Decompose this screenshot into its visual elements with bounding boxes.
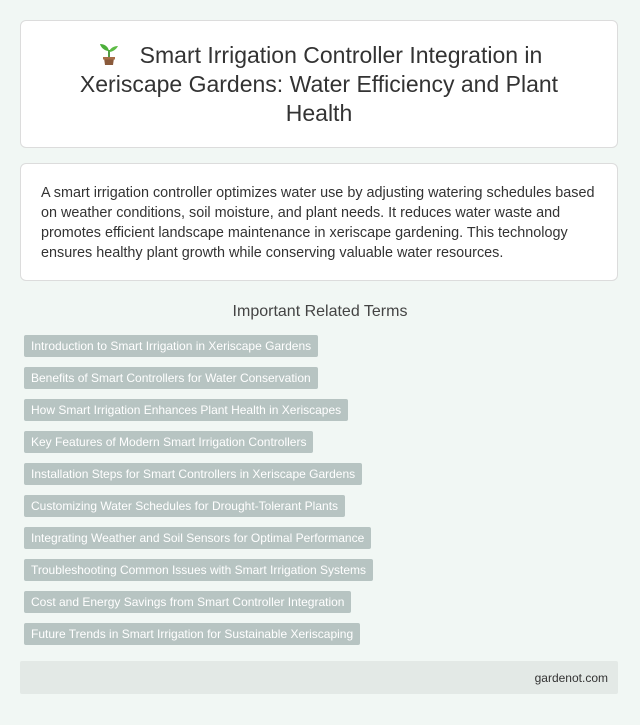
term-tag[interactable]: How Smart Irrigation Enhances Plant Health in Xeriscapes bbox=[24, 399, 348, 421]
title-card bbox=[20, 20, 618, 148]
term-tag[interactable]: Introduction to Smart Irrigation in Xeriscape Gardens bbox=[24, 335, 318, 357]
footer-site-link[interactable]: gardenot.com bbox=[534, 670, 608, 685]
description-card bbox=[20, 163, 618, 281]
term-tag[interactable]: Installation Steps for Smart Controllers in Xeriscape Gardens bbox=[24, 463, 362, 485]
footer bbox=[20, 661, 618, 694]
term-tag[interactable]: Customizing Water Schedules for Drought-Tolerant Plants bbox=[24, 495, 345, 517]
term-tag[interactable]: Integrating Weather and Soil Sensors for Optimal Performance bbox=[24, 527, 371, 549]
term-tag[interactable]: Benefits of Smart Controllers for Water Conservation bbox=[24, 367, 318, 389]
term-tag[interactable]: Cost and Energy Savings from Smart Controller Integration bbox=[24, 591, 351, 613]
page-title-text: Smart Irrigation Controller Integration in Xeriscape Gardens: Water Efficiency and Plant Health bbox=[79, 41, 559, 126]
seedling-icon bbox=[96, 41, 122, 67]
term-tag[interactable]: Troubleshooting Common Issues with Smart Irrigation Systems bbox=[24, 559, 373, 581]
related-terms-list bbox=[24, 335, 624, 655]
term-tag[interactable]: Future Trends in Smart Irrigation for Sustainable Xeriscaping bbox=[24, 623, 360, 645]
page-title bbox=[61, 41, 577, 128]
related-terms-heading: Important Related Terms bbox=[232, 303, 408, 320]
term-tag[interactable]: Key Features of Modern Smart Irrigation Controllers bbox=[24, 431, 313, 453]
description-text: A smart irrigation controller optimizes water use by adjusting watering schedules based on weather conditions, soil moisture, and plant needs. It reduces water waste and promotes efficient landscape maintenance in xeriscape gardening. This technology ensures healthy plant growth while conserving valuable water resources. bbox=[41, 185, 595, 261]
